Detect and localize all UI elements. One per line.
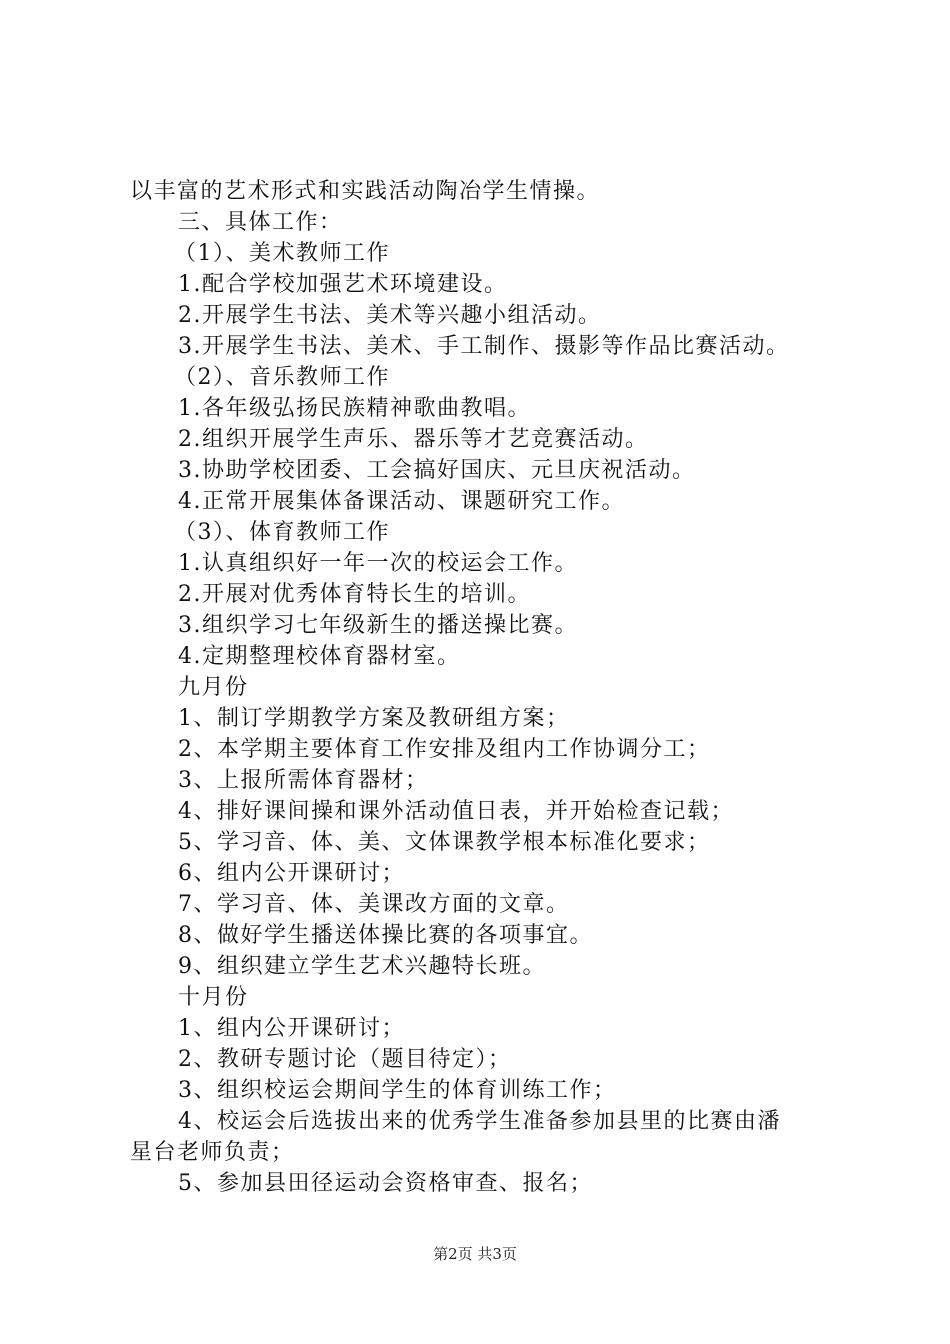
month-heading: 十月份 <box>178 985 249 1010</box>
list-item: 1、制订学期教学方案及教研组方案； <box>178 706 570 731</box>
list-item: 2.组织开展学生声乐、器乐等才艺竞赛活动。 <box>178 427 649 452</box>
list-item: 2、本学期主要体育工作安排及组内工作协调分工； <box>178 737 711 762</box>
page-footer <box>0 1243 950 1264</box>
list-item: 1、组内公开课研讨； <box>178 1016 405 1041</box>
list-item: 4.正常开展集体备课活动、课题研究工作。 <box>178 489 625 514</box>
list-item: 5、参加县田径运动会资格审查、报名； <box>178 1171 593 1196</box>
list-item: 4、校运会后选拔出来的优秀学生准备参加县里的比赛由潘 <box>178 1109 781 1134</box>
list-item: 1.配合学校加强艺术环境建设。 <box>178 272 508 297</box>
section-heading: 三、具体工作： <box>178 210 343 235</box>
list-item: 1.各年级弘扬民族精神歌曲教唱。 <box>178 396 531 421</box>
list-item: 3.开展学生书法、美术、手工制作、摄影等作品比赛活动。 <box>178 334 790 359</box>
list-item: 2.开展对优秀体育特长生的培训。 <box>178 582 531 607</box>
list-item: 7、学习音、体、美课改方面的文章。 <box>178 892 570 917</box>
list-item: 4.定期整理校体育器材室。 <box>178 644 461 669</box>
body-line: 以丰富的艺术形式和实践活动陶冶学生情操。 <box>130 179 601 204</box>
subsection-heading: （3）、体育教师工作 <box>174 520 390 545</box>
list-item: 9、组织建立学生艺术兴趣特长班。 <box>178 954 546 979</box>
subsection-heading: （2）、音乐教师工作 <box>174 365 390 390</box>
month-heading: 九月份 <box>178 675 249 700</box>
list-item: 3、上报所需体育器材； <box>178 768 429 793</box>
list-item: 2.开展学生书法、美术等兴趣小组活动。 <box>178 303 602 328</box>
list-item: 6、组内公开课研讨； <box>178 861 405 886</box>
list-item: 3、组织校运会期间学生的体育训练工作； <box>178 1078 617 1103</box>
document-body <box>130 176 830 1199</box>
list-item: 1.认真组织好一年一次的校运会工作。 <box>178 551 578 576</box>
list-item: 3.协助学校团委、工会搞好国庆、元旦庆祝活动。 <box>178 458 696 483</box>
subsection-heading: （1）、美术教师工作 <box>174 241 390 266</box>
list-item: 3.组织学习七年级新生的播送操比赛。 <box>178 613 578 638</box>
list-item: 5、学习音、体、美、文体课教学根本标准化要求； <box>178 830 711 855</box>
list-item: 4、排好课间操和课外活动值日表，并开始检查记载； <box>178 799 734 824</box>
page-number: 第2页 共3页 <box>433 1245 517 1263</box>
list-item: 8、做好学生播送体操比赛的各项事宜。 <box>178 923 593 948</box>
list-item-continuation: 星台老师负责； <box>130 1140 295 1165</box>
list-item: 2、教研专题讨论（题目待定）； <box>178 1047 512 1072</box>
